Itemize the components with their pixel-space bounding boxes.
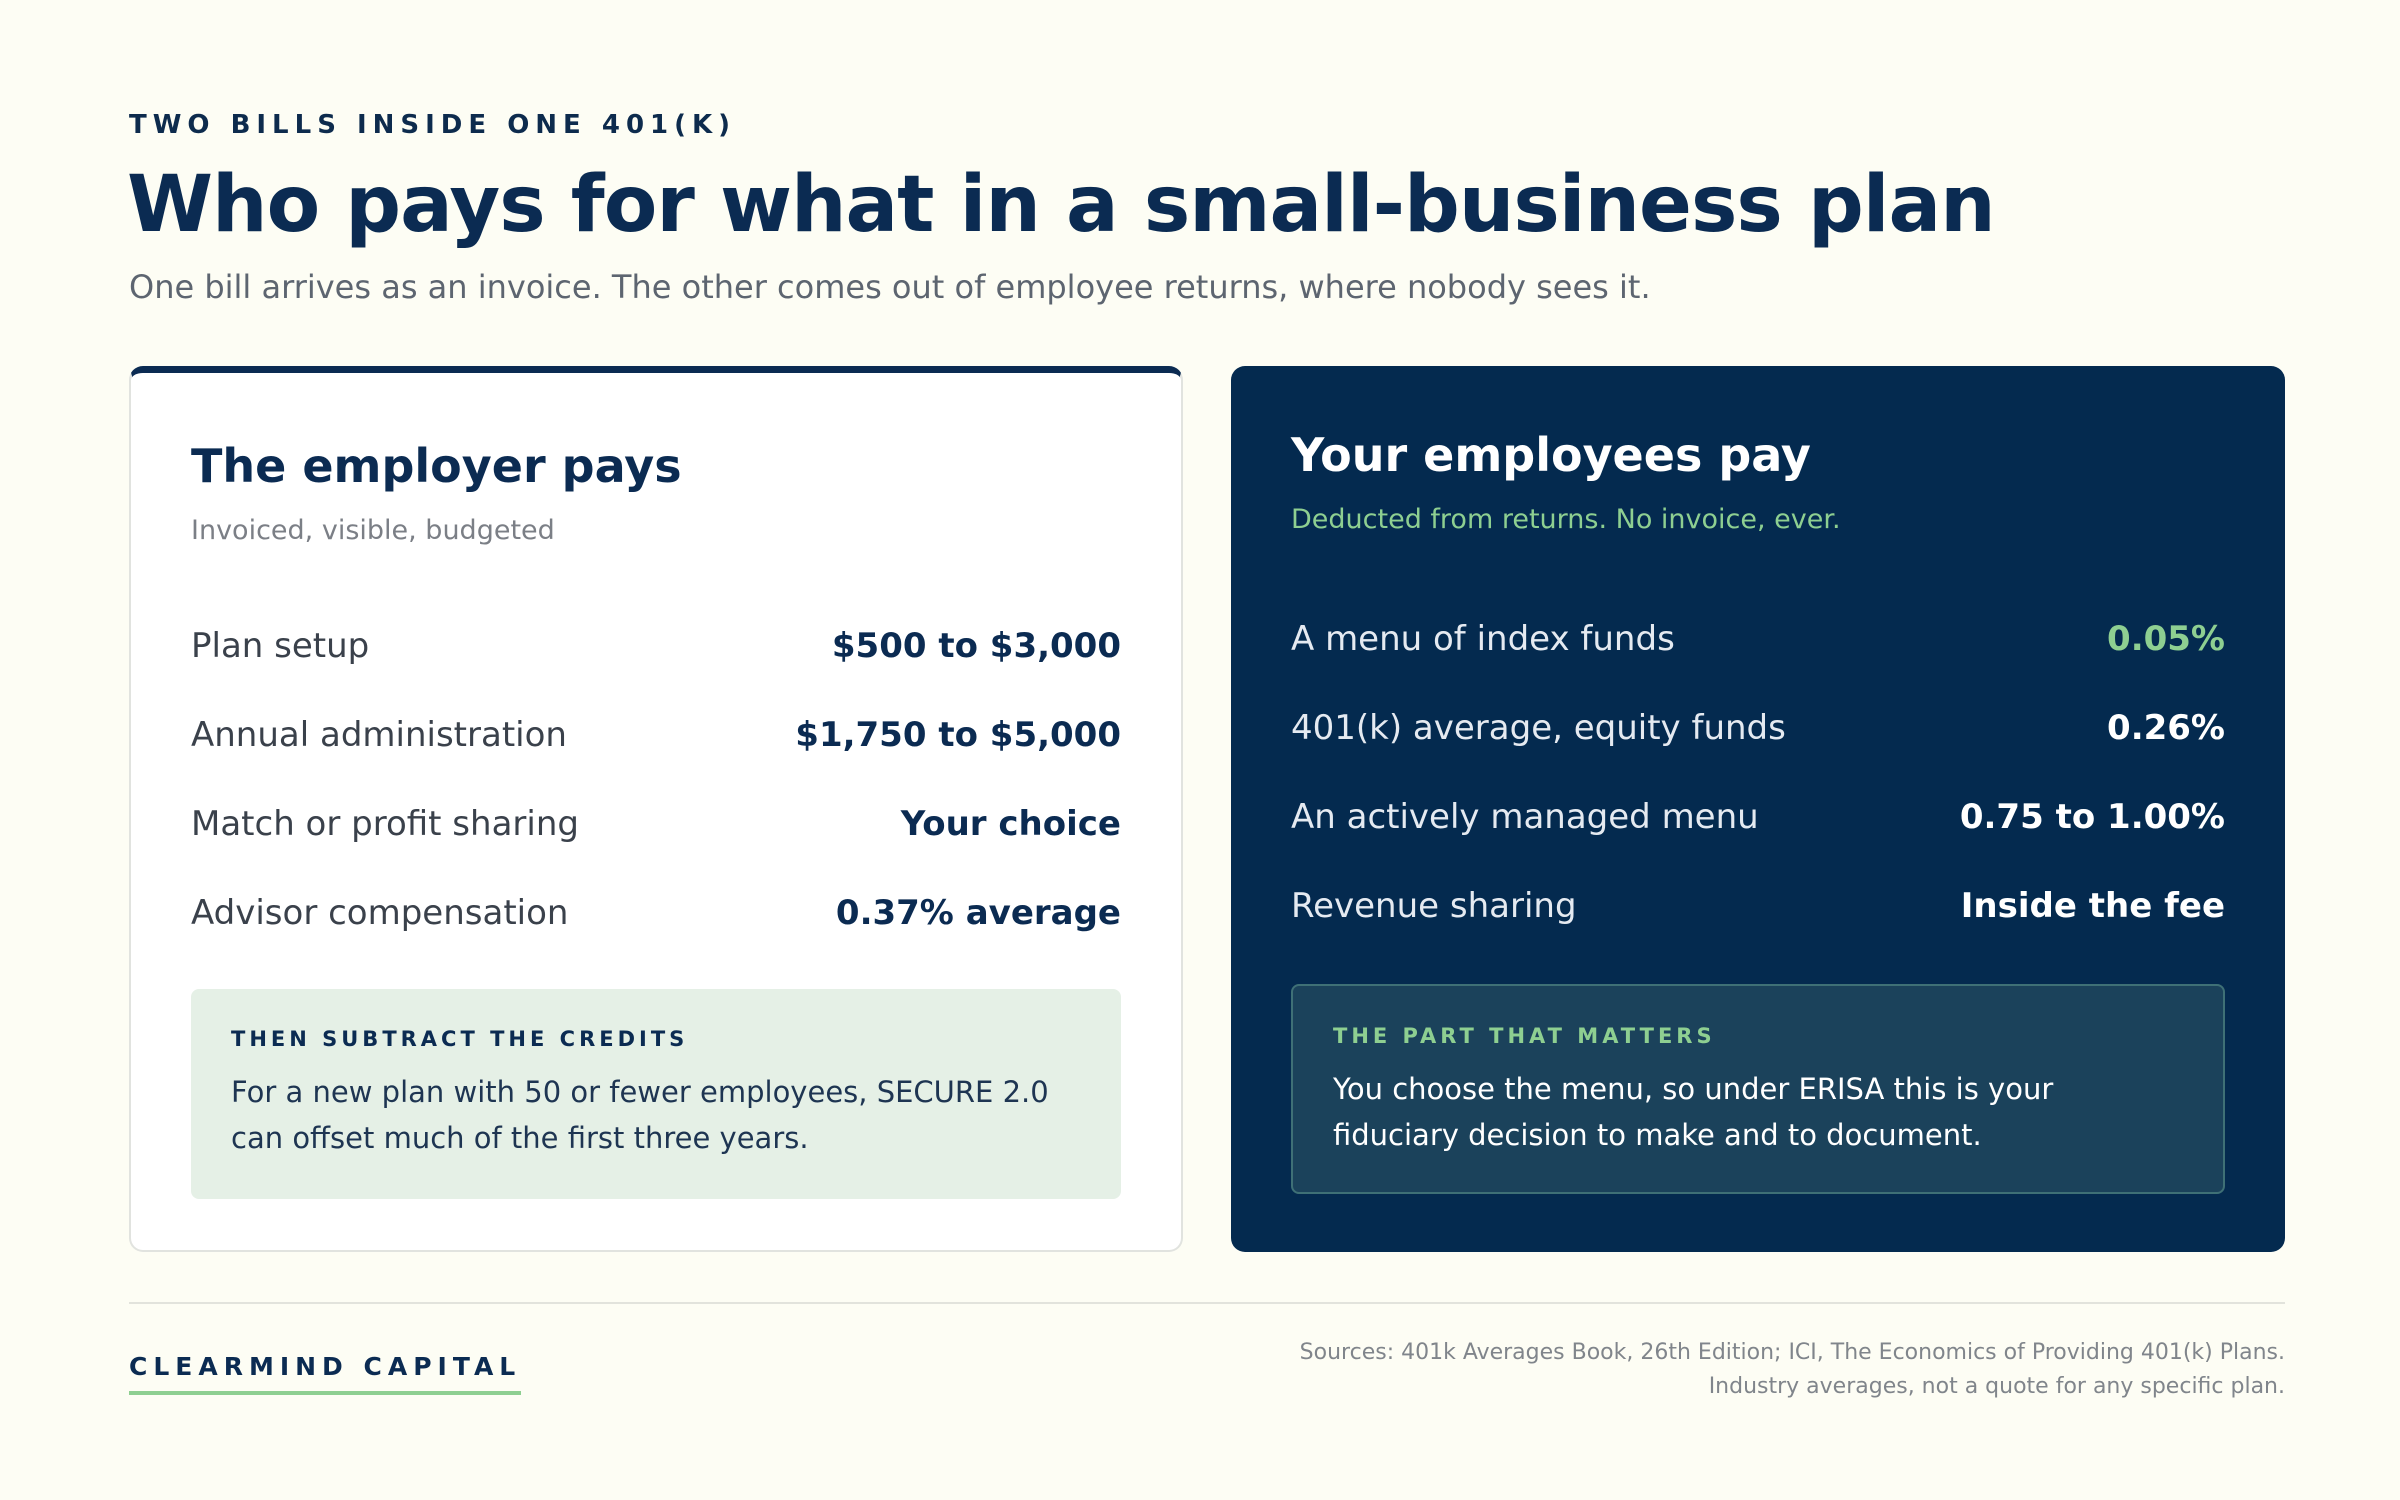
- credits-callout-text: For a new plan with 50 or fewer employees, SECURE 2.0 can offset much of the first three years.: [231, 1075, 1049, 1155]
- row-label: Revenue sharing: [1291, 885, 1577, 926]
- row-value: Your choice: [900, 803, 1121, 844]
- row-label: 401(k) average, equity funds: [1291, 707, 1786, 748]
- sources-note: [1300, 1336, 2285, 1404]
- eyebrow-label: TWO BILLS INSIDE ONE 401(K): [129, 110, 737, 140]
- employer-row-annual-administration: [191, 690, 1121, 779]
- row-value: Inside the fee: [1960, 885, 2225, 926]
- row-label: Plan setup: [191, 625, 370, 666]
- employees-card-title: Your employees pay: [1291, 428, 1811, 482]
- employer-cost-list: [191, 601, 1121, 957]
- page-subtitle: One bill arrives as an invoice. The other comes out of employee returns, where nobody sees it.: [129, 268, 1651, 306]
- row-value: 0.37% average: [835, 892, 1121, 933]
- employer-card-title: The employer pays: [191, 439, 682, 493]
- fiduciary-callout-text: You choose the menu, so under ERISA this is your fiduciary decision to make and to document.: [1333, 1072, 2054, 1152]
- brand-logo: CLEARMIND CAPITAL: [129, 1352, 521, 1395]
- fiduciary-callout-title: THE PART THAT MATTERS: [1333, 1024, 1716, 1048]
- employees-row-revenue-sharing: [1291, 861, 2225, 950]
- row-label: Annual administration: [191, 714, 567, 755]
- row-value: $1,750 to $5,000: [795, 714, 1121, 755]
- employees-card: [1231, 366, 2285, 1252]
- employees-row-actively-managed: [1291, 772, 2225, 861]
- row-label: A menu of index funds: [1291, 618, 1675, 659]
- row-value: 0.05%: [2107, 618, 2225, 659]
- footer-divider: [129, 1302, 2285, 1304]
- row-label: Advisor compensation: [191, 892, 569, 933]
- row-value: 0.75 to 1.00%: [1959, 796, 2225, 837]
- employees-row-average-equity: [1291, 683, 2225, 772]
- employer-card-subtitle: Invoiced, visible, budgeted: [191, 515, 555, 546]
- credits-callout-title: THEN SUBTRACT THE CREDITS: [231, 1027, 689, 1051]
- row-value: 0.26%: [2107, 707, 2225, 748]
- employer-row-plan-setup: [191, 601, 1121, 690]
- row-value: $500 to $3,000: [831, 625, 1121, 666]
- page-title: Who pays for what in a small-business plan: [127, 160, 1995, 250]
- credits-callout: [191, 989, 1121, 1199]
- employees-cost-list: [1291, 594, 2225, 950]
- employees-card-subtitle: Deducted from returns. No invoice, ever.: [1291, 504, 1841, 535]
- employer-card: [129, 366, 1183, 1252]
- disclaimer-line: Industry averages, not a quote for any specific plan.: [1708, 1374, 2285, 1399]
- employees-row-index-funds: [1291, 594, 2225, 683]
- sources-line: Sources: 401k Averages Book, 26th Edition; ICI, The Economics of Providing 401(k) Plans.: [1299, 1340, 2285, 1365]
- employer-row-match: [191, 779, 1121, 868]
- row-label: An actively managed menu: [1291, 796, 1759, 837]
- fiduciary-callout: [1291, 984, 2225, 1194]
- row-label: Match or profit sharing: [191, 803, 579, 844]
- employer-row-advisor: [191, 868, 1121, 957]
